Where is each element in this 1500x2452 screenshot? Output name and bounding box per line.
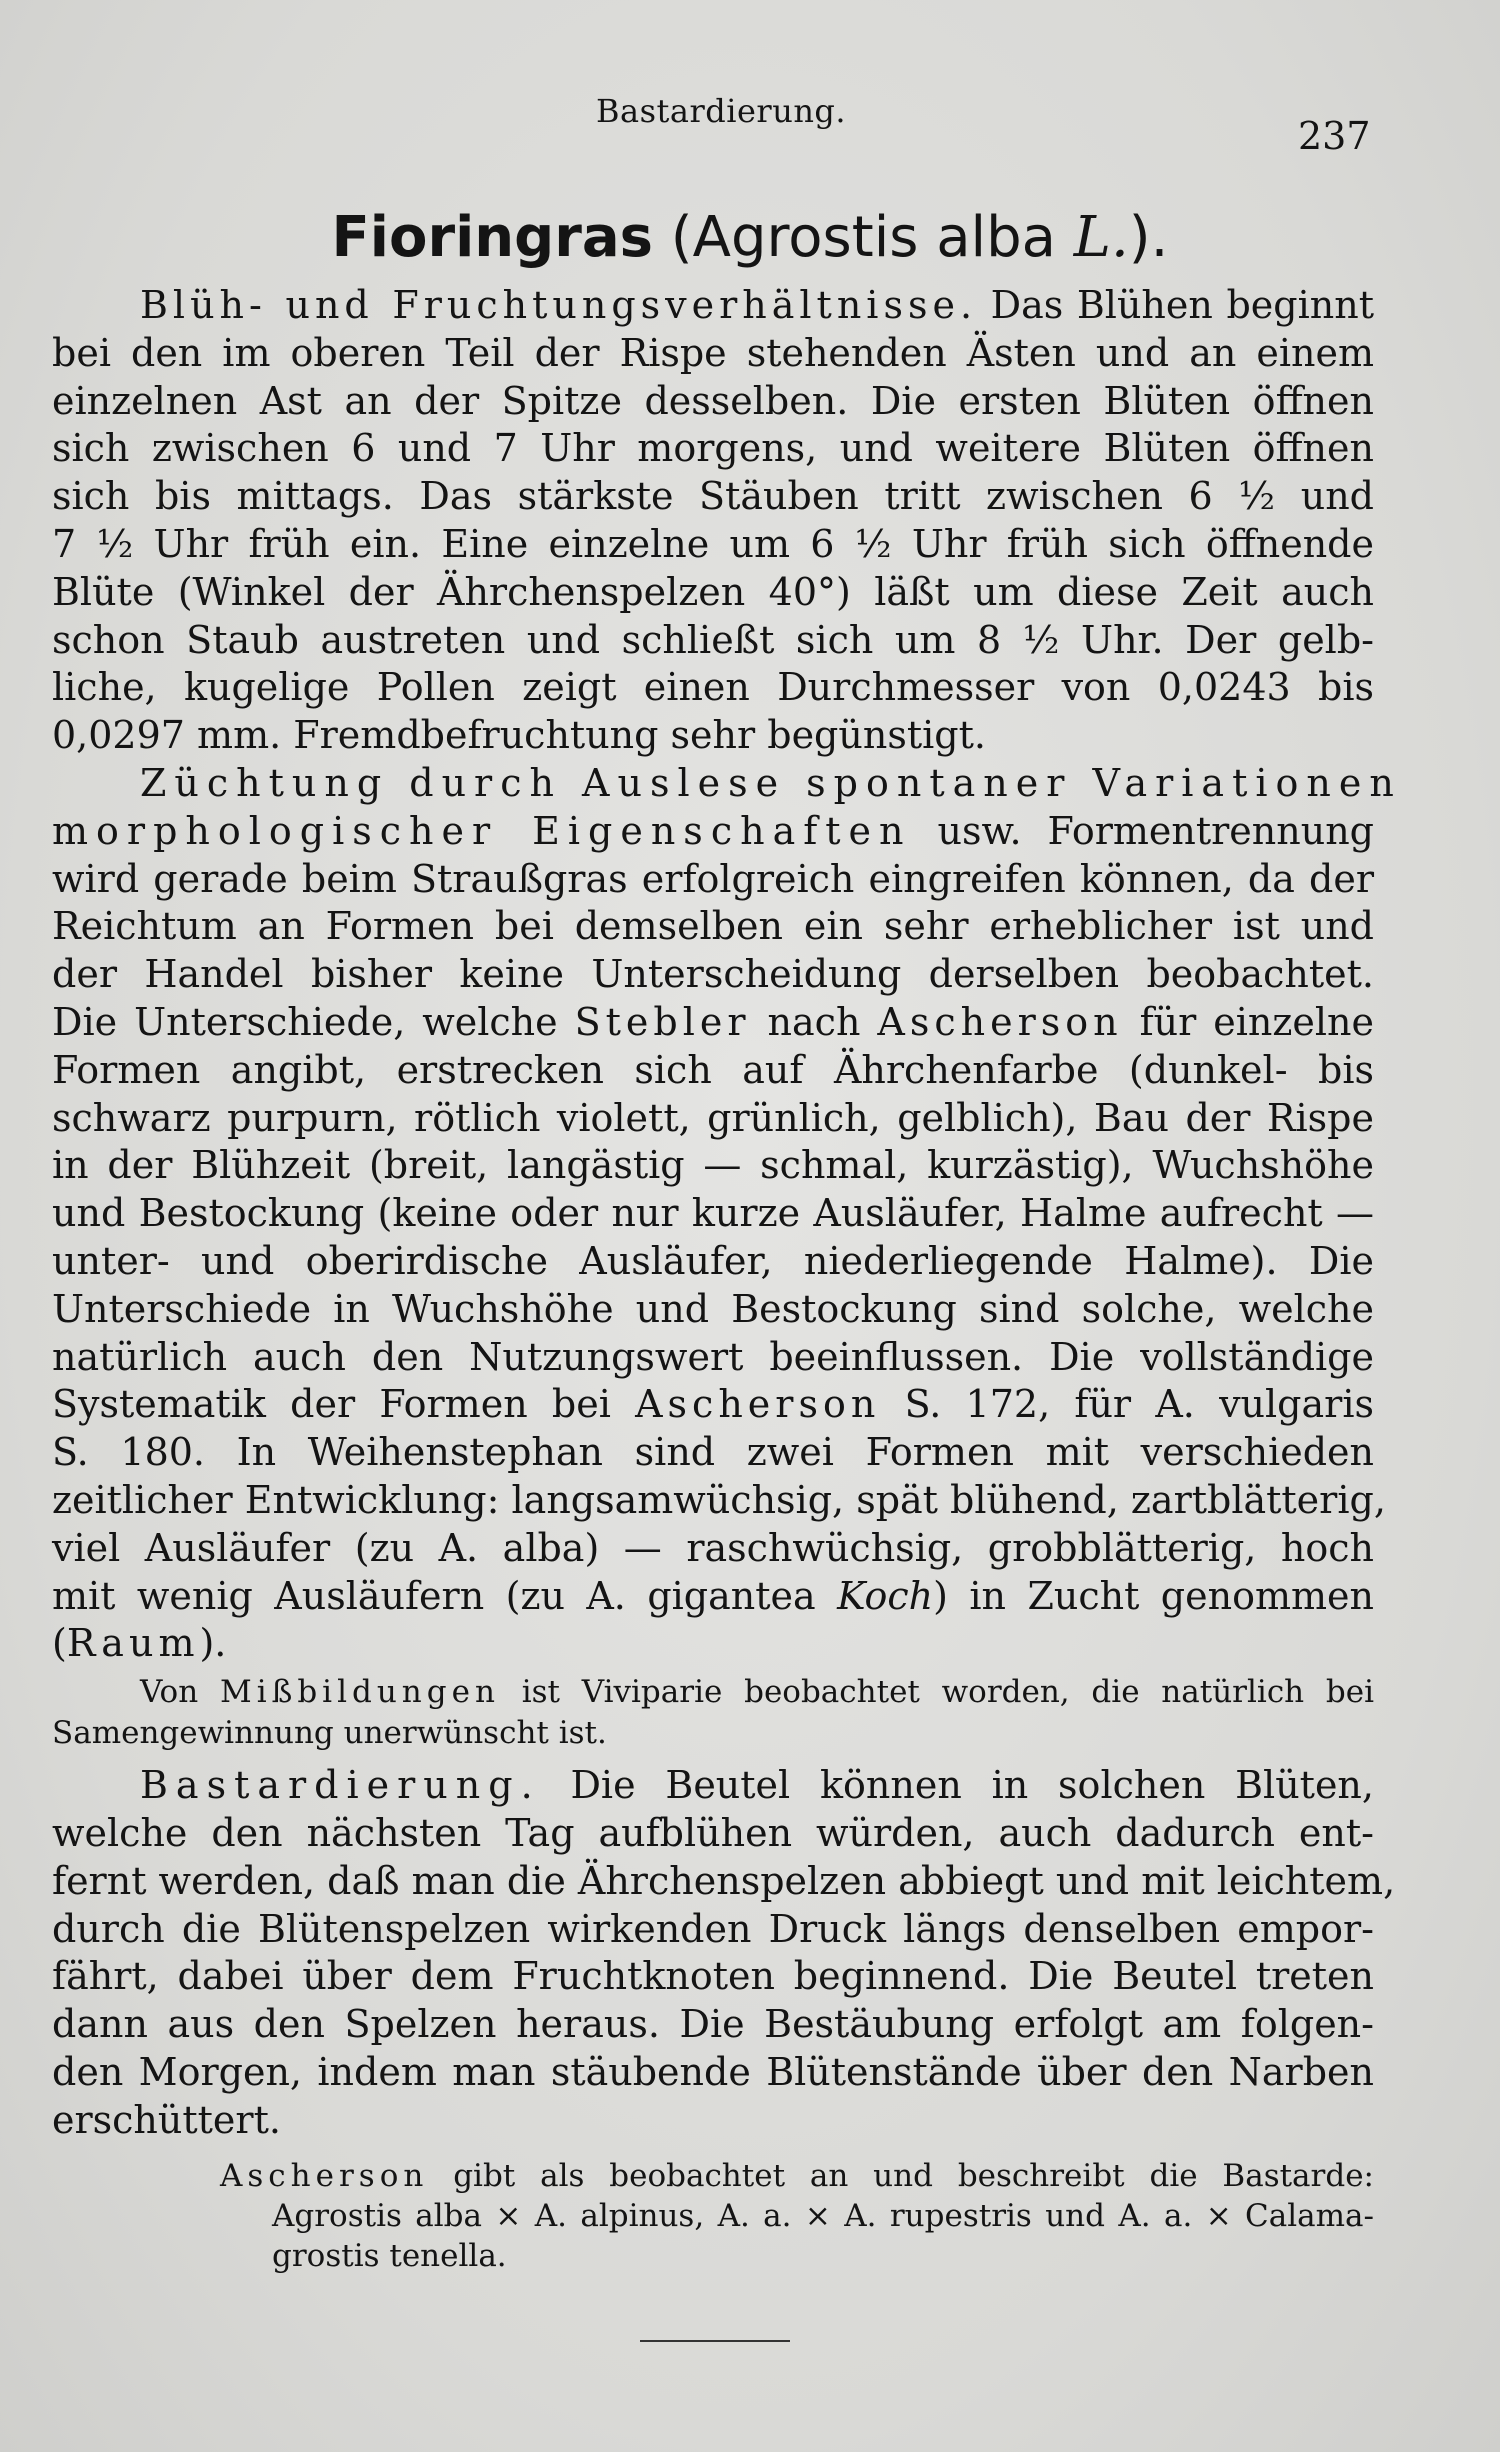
title-close: ). xyxy=(1128,205,1169,270)
text-line: 0,0297 mm. Fremdbefruchtung sehr begünstigt. xyxy=(52,713,986,758)
small-note xyxy=(52,1672,1374,1754)
text-line: 7 ½ Uhr früh ein. Eine einzelne um 6 ½ Uhr früh sich öffnende xyxy=(52,521,1374,566)
author-name: Stebler xyxy=(574,999,751,1044)
text-line: Unterschiede in Wuchshöhe und Bestockung sind solche, welche xyxy=(52,1286,1374,1331)
text-line: Formen angibt, erstrecken sich auf Ährchenfarbe (dunkel- bis xyxy=(52,1047,1374,1092)
small-footnote xyxy=(52,2156,1374,2276)
text-line: viel Ausläufer (zu A. alba) — raschwüchsig, grobblätterig, hoch xyxy=(52,1525,1374,1570)
paragraph-bastardierung xyxy=(52,1762,1396,2144)
text-line: wird gerade beim Straußgras erfolgreich eingreifen können, da der xyxy=(52,856,1374,901)
note-line: Samengewinnung unerwünscht ist. xyxy=(52,1715,607,1752)
text-line: Bastardierung. Die Beutel können in solchen Blüten, xyxy=(140,1763,1374,1808)
author-name: Ascherson xyxy=(635,1382,881,1427)
text-line: bei den im oberen Teil der Rispe stehenden Ästen und an einem xyxy=(52,330,1374,375)
text-line: dann aus den Spelzen heraus. Die Bestäubung erfolgt am folgen- xyxy=(52,2002,1374,2047)
title-author: L. xyxy=(1073,205,1129,270)
text-line: einzelnen Ast an der Spitze desselben. Die ersten Blüten öffnen xyxy=(52,378,1374,423)
text-line: in der Blühzeit (breit, langästig — schmal, kurzästig), Wuchshöhe xyxy=(52,1143,1374,1188)
text-line: schon Staub austreten und schließt sich um 8 ½ Uhr. Der gelb- xyxy=(52,617,1374,662)
text-line: fernt werden, daß man die Ährchenspelzen abbiegt und mit leichtem, xyxy=(52,1858,1396,1903)
paragraph-bluh xyxy=(52,282,1374,760)
text-line: Reichtum an Formen bei demselben ein sehr erheblicher ist und xyxy=(52,904,1374,949)
title-latin-name: (Agrostis alba xyxy=(670,205,1056,270)
text-line: (Raum). xyxy=(52,1621,227,1666)
author-name: Ascherson xyxy=(877,999,1123,1044)
section-title xyxy=(0,205,1500,270)
paragraph-heading: Züchtung durch Auslese spontaner Variationen xyxy=(140,760,1402,805)
text-line: der Handel bisher keine Unterscheidung derselben beobachtet. xyxy=(52,952,1374,997)
author-name: Koch xyxy=(837,1573,934,1618)
running-head: Bastardierung. xyxy=(596,92,847,130)
paragraph-heading-cont: morphologischer Eigenschaften xyxy=(52,808,912,853)
text-line: Blüte (Winkel der Ährchenspelzen 40°) läßt um diese Zeit auch xyxy=(52,569,1374,614)
body-text xyxy=(52,282,1402,2276)
text-line: erschüttert. xyxy=(52,2097,281,2142)
footnote-line: grostis tenella. xyxy=(272,2238,507,2275)
page-number: 237 xyxy=(1298,114,1371,158)
text-line xyxy=(52,760,1402,808)
page-header xyxy=(0,92,1500,158)
text-line: morphologischer Eigenschaften usw. Formentrennung xyxy=(52,808,1375,853)
author-name: Raum xyxy=(66,1621,200,1666)
text-line: sich zwischen 6 und 7 Uhr morgens, und weitere Blüten öffnen xyxy=(52,426,1374,471)
footnote-line: Ascherson gibt als beobachtet an und beschreibt die Bastarde: xyxy=(220,2158,1374,2195)
text-line: zeitlicher Entwicklung: langsamwüchsig, spät blühend, zartblätterig, xyxy=(52,1477,1386,1522)
text-line: natürlich auch den Nutzungswert beeinflussen. Die vollständige xyxy=(52,1334,1374,1379)
text-line: Systematik der Formen bei Ascherson S. 172, für A. vulgaris xyxy=(52,1382,1374,1427)
paragraph-heading: Blüh- und Fruchtungsverhältnisse. xyxy=(140,283,978,327)
text-line: und Bestockung (keine oder nur kurze Ausläufer, Halme aufrecht — xyxy=(52,1191,1374,1236)
footnote-line: Agrostis alba × A. alpinus, A. a. × A. rupestris und A. a. × Calama- xyxy=(272,2198,1374,2235)
note-line: Von Mißbildungen ist Viviparie beobachtet worden, die natürlich bei xyxy=(140,1674,1375,1711)
text-line: liche, kugelige Pollen zeigt einen Durchmesser von 0,0243 bis xyxy=(52,665,1374,710)
author-name: Ascherson xyxy=(220,2158,429,2195)
text-line: unter- und oberirdische Ausläufer, niederliegende Halme). Die xyxy=(52,1238,1374,1283)
text-line: welche den nächsten Tag aufblühen würden, auch dadurch ent- xyxy=(52,1810,1374,1855)
text-line: mit wenig Ausläufern (zu A. gigantea Koch) in Zucht genommen xyxy=(52,1573,1374,1618)
text-line: schwarz purpurn, rötlich violett, grünlich, gelblich), Bau der Rispe xyxy=(52,1095,1374,1140)
text-line: Blüh- und Fruchtungsverhältnisse. Das Blühen beginnt xyxy=(140,283,1374,327)
paragraph-heading: Bastardierung. xyxy=(140,1763,541,1808)
text-line: durch die Blütenspelzen wirkenden Druck längs denselben empor- xyxy=(52,1906,1374,1951)
text-line: sich bis mittags. Das stärkste Stäuben tritt zwischen 6 ½ und xyxy=(52,474,1374,519)
text-line: fährt, dabei über dem Fruchtknoten beginnend. Die Beutel treten xyxy=(52,1954,1374,1999)
paragraph-zuchtung xyxy=(52,760,1402,1668)
text-line: S. 180. In Weihenstephan sind zwei Formen mit verschieden xyxy=(52,1430,1374,1475)
end-rule xyxy=(640,2340,790,2342)
text-line: Die Unterschiede, welche Stebler nach Ascherson für einzelne xyxy=(52,999,1374,1044)
title-common-name: Fioringras xyxy=(331,205,653,270)
text-line: den Morgen, indem man stäubende Blütenstände über den Narben xyxy=(52,2049,1374,2094)
